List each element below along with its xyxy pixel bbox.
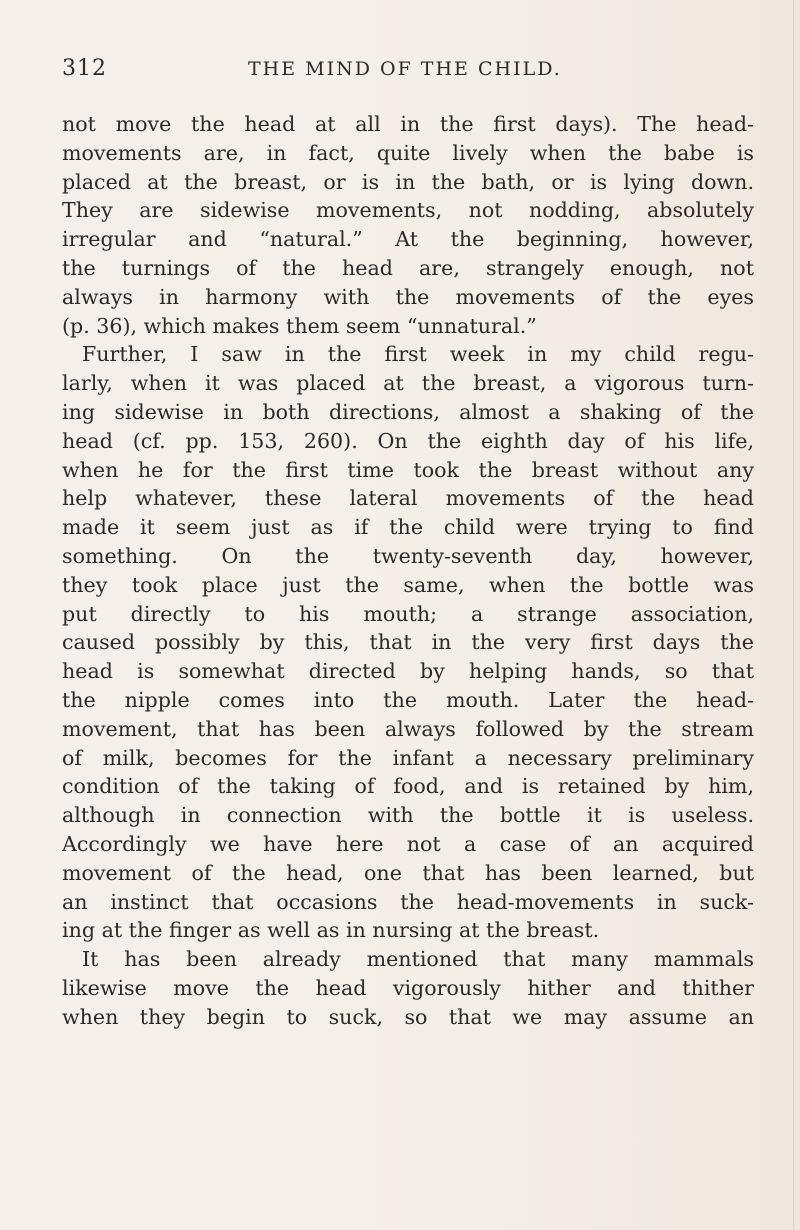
text-line: head (cf. pp. 153, 260). On the eighth day of his life, bbox=[62, 428, 754, 453]
text-line: It has been already mentioned that many mammals bbox=[82, 947, 754, 972]
body-text bbox=[62, 110, 754, 1032]
text-line: Further, I saw in the first week in my child regu- bbox=[82, 342, 754, 367]
text-line: they took place just the same, when the bottle was bbox=[62, 572, 754, 597]
text-line: movements are, in fact, quite lively when the babe is bbox=[62, 140, 754, 165]
text-line: ing sidewise in both directions, almost a shaking of the bbox=[62, 399, 754, 424]
text-line: placed at the breast, or is in the bath, or is lying down. bbox=[62, 169, 754, 194]
text-line: help whatever, these lateral movements of the head bbox=[62, 486, 754, 511]
text-line: of milk, becomes for the infant a necessary preliminary bbox=[62, 745, 754, 770]
text-line: movement, that has been always followed by the stream bbox=[62, 716, 754, 741]
text-line: condition of the taking of food, and is retained by him, bbox=[62, 774, 754, 799]
text-line: likewise move the head vigorously hither and thither bbox=[62, 975, 754, 1000]
text-line: always in harmony with the movements of the eyes bbox=[62, 284, 754, 309]
text-line: the turnings of the head are, strangely enough, not bbox=[62, 255, 754, 280]
text-line: They are sidewise movements, not nodding, absolutely bbox=[62, 198, 754, 223]
text-line: an instinct that occasions the head-movements in suck- bbox=[62, 889, 754, 914]
text-line: when they begin to suck, so that we may assume an bbox=[62, 1004, 754, 1029]
text-line: ing at the finger as well as in nursing at the breast. bbox=[62, 918, 600, 943]
text-line: movement of the head, one that has been learned, but bbox=[62, 860, 754, 885]
text-line: caused possibly by this, that in the very first days the bbox=[62, 630, 754, 655]
page-edge bbox=[793, 0, 794, 1230]
text-line: put directly to his mouth; a strange association, bbox=[62, 601, 754, 626]
text-line: when he for the first time took the breast without any bbox=[62, 457, 754, 482]
text-line: although in connection with the bottle it is useless. bbox=[62, 803, 754, 828]
text-line: Accordingly we have here not a case of an acquired bbox=[62, 831, 754, 856]
text-line: head is somewhat directed by helping hands, so that bbox=[62, 659, 754, 684]
page-number: 312 bbox=[62, 56, 107, 81]
text-line: something. On the twenty-seventh day, however, bbox=[62, 543, 754, 568]
text-line: irregular and “natural.” At the beginning, however, bbox=[62, 227, 754, 252]
text-line: the nipple comes into the mouth. Later the head- bbox=[62, 687, 754, 712]
running-head bbox=[62, 56, 752, 86]
text-line: made it seem just as if the child were trying to find bbox=[62, 515, 754, 540]
text-line: larly, when it was placed at the breast, a vigorous turn- bbox=[62, 371, 754, 396]
running-title: THE MIND OF THE CHILD. bbox=[248, 58, 562, 80]
text-line: not move the head at all in the first days). The head- bbox=[62, 112, 754, 136]
text-line: (p. 36), which makes them seem “unnatural.” bbox=[62, 313, 537, 338]
